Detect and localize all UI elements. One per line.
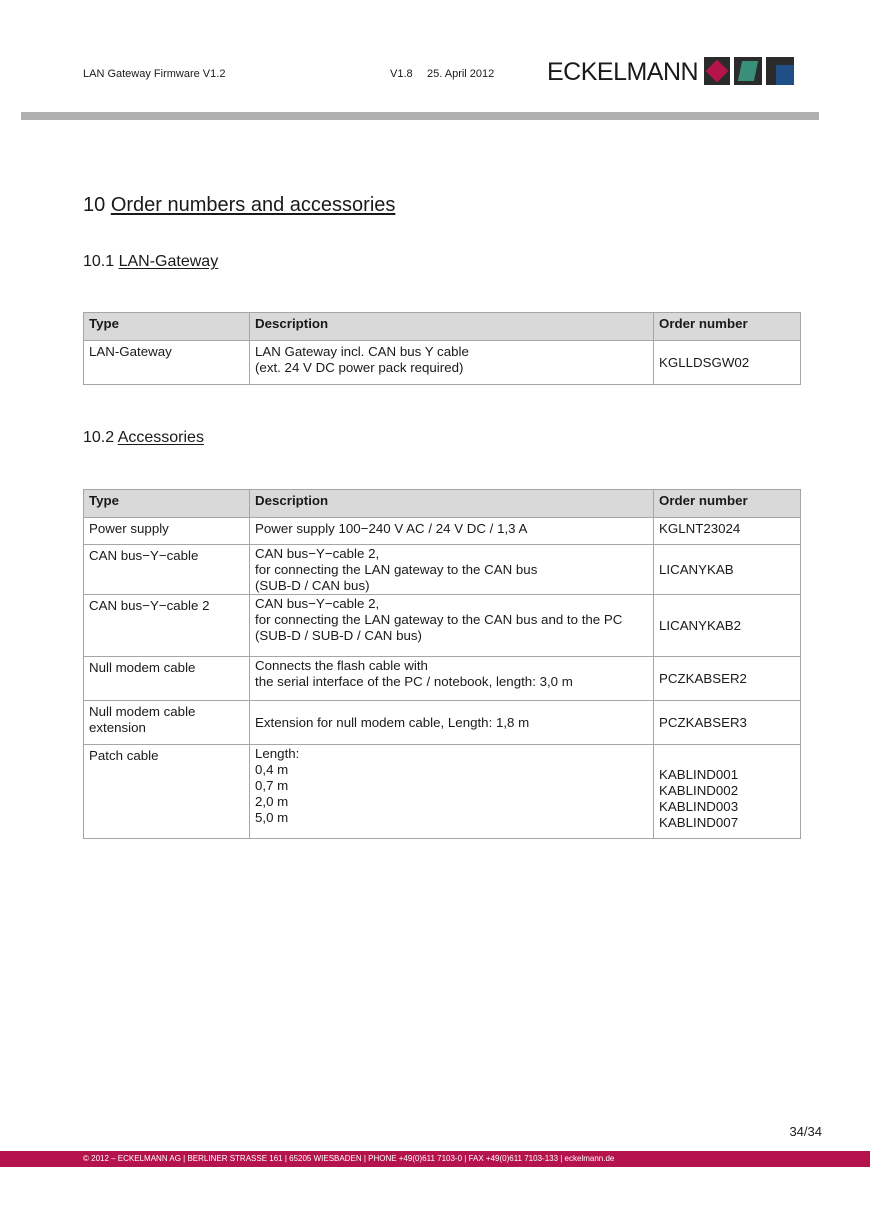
cell-description: Length: 0,4 m 0,7 m 2,0 m 5,0 m xyxy=(250,745,654,839)
table-row xyxy=(84,745,801,839)
cell-type: CAN bus−Y−cable 2 xyxy=(84,595,250,657)
cell-order-number: PCZKABSER3 xyxy=(654,701,801,745)
table-header-row xyxy=(84,313,801,341)
section-title: Order numbers and accessories xyxy=(110,194,396,216)
column-header-description: Description xyxy=(250,313,654,341)
cell-description: LAN Gateway incl. CAN bus Y cable (ext. 24 V DC power pack required) xyxy=(250,341,654,385)
cell-type: Null modem cable extension xyxy=(84,701,250,745)
cell-description: Extension for null modem cable, Length: 1,8 m xyxy=(250,701,654,745)
table-row xyxy=(84,701,801,745)
cell-description: CAN bus−Y−cable 2, for connecting the LAN gateway to the CAN bus (SUB-D / CAN bus) xyxy=(250,545,654,595)
cell-order-number: LICANYKAB2 xyxy=(654,595,801,657)
column-header-order-number: Order number xyxy=(654,490,801,518)
logo-marks-icon xyxy=(704,57,796,87)
company-logo xyxy=(547,57,796,87)
lan-gateway-table xyxy=(83,312,801,385)
cell-order-number: KGLNT23024 xyxy=(654,518,801,545)
cell-order-number: KGLLDSGW02 xyxy=(654,341,801,385)
table-header-row xyxy=(84,490,801,518)
cell-order-number: KABLIND001 KABLIND002 KABLIND003 KABLIND007 xyxy=(654,745,801,839)
subsection-number: 10.1 xyxy=(83,253,115,270)
footer-bar xyxy=(0,1151,870,1167)
cell-description: Connects the flash cable with the serial interface of the PC / notebook, length: 3,0 m xyxy=(250,657,654,701)
cell-type: CAN bus−Y−cable xyxy=(84,545,250,595)
cell-type: Null modem cable xyxy=(84,657,250,701)
table-row xyxy=(84,518,801,545)
table-row xyxy=(84,595,801,657)
subsection-number: 10.2 xyxy=(83,429,115,446)
cell-type: Power supply xyxy=(84,518,250,545)
subsection-title: Accessories xyxy=(117,429,204,446)
logo-text: ECKELMANN xyxy=(547,57,699,86)
table-row xyxy=(84,341,801,385)
column-header-type: Type xyxy=(84,490,250,518)
logo-square-blue xyxy=(776,65,794,85)
page-number: 34/34 xyxy=(789,1124,822,1139)
document-title: LAN Gateway Firmware V1.2 xyxy=(83,68,226,80)
cell-order-number: PCZKABSER2 xyxy=(654,657,801,701)
document-version: V1.8 xyxy=(390,68,413,80)
subsection-heading-accessories xyxy=(83,429,204,447)
subsection-title: LAN-Gateway xyxy=(118,253,219,270)
column-header-type: Type xyxy=(84,313,250,341)
column-header-description: Description xyxy=(250,490,654,518)
cell-description: CAN bus−Y−cable 2, for connecting the LAN gateway to the CAN bus and to the PC (SUB-D / SUB-D / CAN bus) xyxy=(250,595,654,657)
subsection-heading-lan-gateway xyxy=(83,253,218,271)
accessories-table xyxy=(83,489,801,839)
table-row xyxy=(84,545,801,595)
section-number: 10 xyxy=(83,194,106,216)
document-date: 25. April 2012 xyxy=(427,68,495,80)
cell-description: Power supply 100−240 V AC / 24 V DC / 1,3 A xyxy=(250,518,654,545)
cell-type: LAN-Gateway xyxy=(84,341,250,385)
section-heading xyxy=(83,194,395,217)
cell-order-number: LICANYKAB xyxy=(654,545,801,595)
column-header-order-number: Order number xyxy=(654,313,801,341)
cell-type: Patch cable xyxy=(84,745,250,839)
footer-text: © 2012 – ECKELMANN AG | BERLINER STRASSE 161 | 65205 WIESBADEN | PHONE +49(0)611 7103-0 | FAX +49(0)611 7103-133 | eckelmann.de xyxy=(83,1154,615,1163)
table-row xyxy=(84,657,801,701)
header-rule xyxy=(21,112,819,120)
